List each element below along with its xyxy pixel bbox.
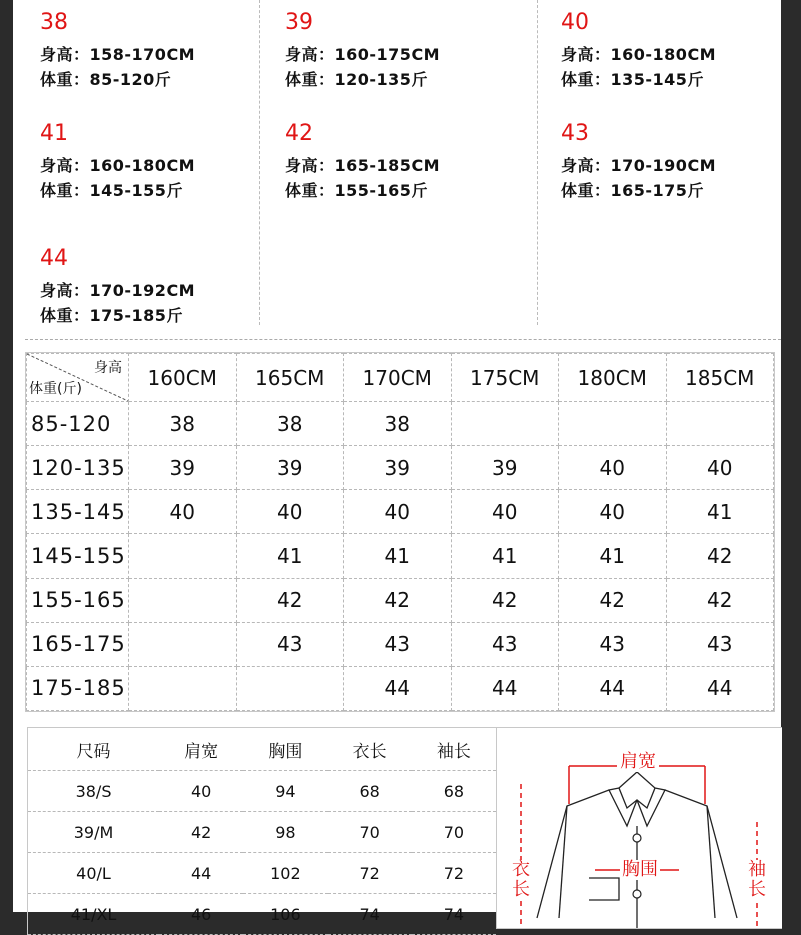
- table-cell: 44: [666, 666, 774, 710]
- table-cell: 98: [243, 812, 327, 853]
- table-cell: 44: [451, 666, 559, 710]
- column-header: 170CM: [344, 354, 452, 402]
- table-cell: [129, 578, 237, 622]
- table-cell: 39: [451, 446, 559, 490]
- table-cell: [129, 622, 237, 666]
- table-cell: 42: [236, 578, 344, 622]
- table-cell: 42: [159, 812, 243, 853]
- table-cell: 68: [328, 771, 412, 812]
- table-row: [28, 812, 496, 853]
- table-row: [27, 666, 774, 710]
- table-cell: 40: [666, 446, 774, 490]
- table-row: [27, 402, 774, 446]
- table-cell: [559, 402, 667, 446]
- table-cell: 43: [451, 622, 559, 666]
- table-row: [27, 578, 774, 622]
- weight-range: 体重：165-175斤: [561, 181, 704, 200]
- table-cell: 40: [344, 490, 452, 534]
- table-cell: 44: [559, 666, 667, 710]
- weight-range: 体重：175-185斤: [40, 306, 183, 325]
- table-cell: 43: [344, 622, 452, 666]
- size-card-38: [40, 10, 280, 92]
- column-header: 185CM: [666, 354, 774, 402]
- sleeve-label: 袖长: [748, 859, 766, 900]
- table-cell: 41: [559, 534, 667, 578]
- corner-height-label: 身高: [94, 360, 122, 376]
- table-cell: [129, 534, 237, 578]
- table-cell: 41: [451, 534, 559, 578]
- row-header: 145-155: [27, 534, 129, 578]
- table-cell: 43: [559, 622, 667, 666]
- column-header: 尺码: [28, 728, 159, 771]
- size-number: 42: [285, 121, 313, 146]
- table-cell: 40: [236, 490, 344, 534]
- table-cell: 42: [559, 578, 667, 622]
- weight-range: 体重：135-145斤: [561, 70, 704, 89]
- table-cell: 43: [666, 622, 774, 666]
- height-range: 身高：160-180CM: [561, 45, 717, 64]
- size-cards: [13, 0, 781, 330]
- column-header: 180CM: [559, 354, 667, 402]
- table-cell: 74: [412, 894, 496, 935]
- table-row: [28, 894, 496, 935]
- table-cell: 39: [129, 446, 237, 490]
- size-number: 44: [40, 246, 68, 271]
- table-cell: [236, 666, 344, 710]
- column-header: 袖长: [412, 728, 496, 771]
- table-cell: 40: [159, 771, 243, 812]
- column-divider: [537, 0, 538, 325]
- height-range: 身高：170-192CM: [40, 281, 196, 300]
- table-cell: 39: [344, 446, 452, 490]
- table-cell: 44: [344, 666, 452, 710]
- size-card-42: [285, 121, 525, 203]
- row-header: 135-145: [27, 490, 129, 534]
- size-number: 40: [561, 10, 589, 35]
- column-header: 胸围: [243, 728, 327, 771]
- table-row: [28, 853, 496, 894]
- table-cell: 40: [559, 490, 667, 534]
- size-number: 38: [40, 10, 68, 35]
- table-cell: 70: [412, 812, 496, 853]
- table-cell: 38: [344, 402, 452, 446]
- weight-range: 体重：145-155斤: [40, 181, 183, 200]
- table-cell: 102: [243, 853, 327, 894]
- column-header: 175CM: [451, 354, 559, 402]
- table-row: [27, 534, 774, 578]
- length-label: 衣长: [512, 859, 530, 900]
- table-cell: 42: [451, 578, 559, 622]
- weight-range: 体重：120-135斤: [285, 70, 428, 89]
- size-number: 43: [561, 121, 589, 146]
- row-header: 155-165: [27, 578, 129, 622]
- table-cell: [129, 666, 237, 710]
- table-cell: 40/L: [28, 853, 159, 894]
- height-range: 身高：160-180CM: [40, 156, 196, 175]
- measurement-table: [27, 727, 496, 935]
- size-lookup-table: [25, 352, 775, 712]
- table-cell: 40: [129, 490, 237, 534]
- table-cell: 74: [328, 894, 412, 935]
- corner-weight-label: 体重(斤): [29, 381, 82, 397]
- column-header: 160CM: [129, 354, 237, 402]
- section-divider: [25, 339, 781, 340]
- table-cell: [451, 402, 559, 446]
- table-row: [27, 622, 774, 666]
- shirt-measurement-diagram: [496, 727, 782, 929]
- row-header: 85-120: [27, 402, 129, 446]
- table-cell: 70: [328, 812, 412, 853]
- table-corner-cell: [27, 354, 129, 402]
- table-cell: 44: [159, 853, 243, 894]
- height-range: 身高：160-175CM: [285, 45, 441, 64]
- size-card-40: [561, 10, 801, 92]
- table-cell: 38/S: [28, 771, 159, 812]
- table-cell: 38: [236, 402, 344, 446]
- table-cell: 39/M: [28, 812, 159, 853]
- table-header-row: [27, 354, 774, 402]
- table-row: [27, 446, 774, 490]
- table-cell: 40: [559, 446, 667, 490]
- size-card-39: [285, 10, 525, 92]
- size-number: 39: [285, 10, 313, 35]
- size-guide-page: [13, 0, 781, 924]
- table-cell: 68: [412, 771, 496, 812]
- chest-label: 胸围: [622, 859, 658, 880]
- size-card-41: [40, 121, 280, 203]
- table-cell: 72: [412, 853, 496, 894]
- table-cell: 72: [328, 853, 412, 894]
- table-header-row: [28, 728, 496, 771]
- weight-range: 体重：85-120斤: [40, 70, 172, 89]
- table-cell: 94: [243, 771, 327, 812]
- height-range: 身高：158-170CM: [40, 45, 196, 64]
- weight-range: 体重：155-165斤: [285, 181, 428, 200]
- table-cell: 41: [666, 490, 774, 534]
- size-card-44: [40, 246, 280, 328]
- table-cell: 41: [344, 534, 452, 578]
- table-cell: 38: [129, 402, 237, 446]
- table-cell: 40: [451, 490, 559, 534]
- size-number: 41: [40, 121, 68, 146]
- height-range: 身高：170-190CM: [561, 156, 717, 175]
- row-header: 120-135: [27, 446, 129, 490]
- size-card-43: [561, 121, 801, 203]
- table-row: [28, 771, 496, 812]
- shoulder-width-label: 肩宽: [617, 752, 659, 772]
- table-cell: 41/XL: [28, 894, 159, 935]
- column-header: 肩宽: [159, 728, 243, 771]
- table-cell: 43: [236, 622, 344, 666]
- table-cell: 42: [666, 578, 774, 622]
- table-cell: 42: [666, 534, 774, 578]
- table-cell: 39: [236, 446, 344, 490]
- table-cell: [666, 402, 774, 446]
- column-header: 165CM: [236, 354, 344, 402]
- table-cell: 42: [344, 578, 452, 622]
- height-range: 身高：165-185CM: [285, 156, 441, 175]
- table-cell: 41: [236, 534, 344, 578]
- table-row: [27, 490, 774, 534]
- row-header: 165-175: [27, 622, 129, 666]
- table-cell: 106: [243, 894, 327, 935]
- row-header: 175-185: [27, 666, 129, 710]
- column-header: 衣长: [328, 728, 412, 771]
- table-cell: 46: [159, 894, 243, 935]
